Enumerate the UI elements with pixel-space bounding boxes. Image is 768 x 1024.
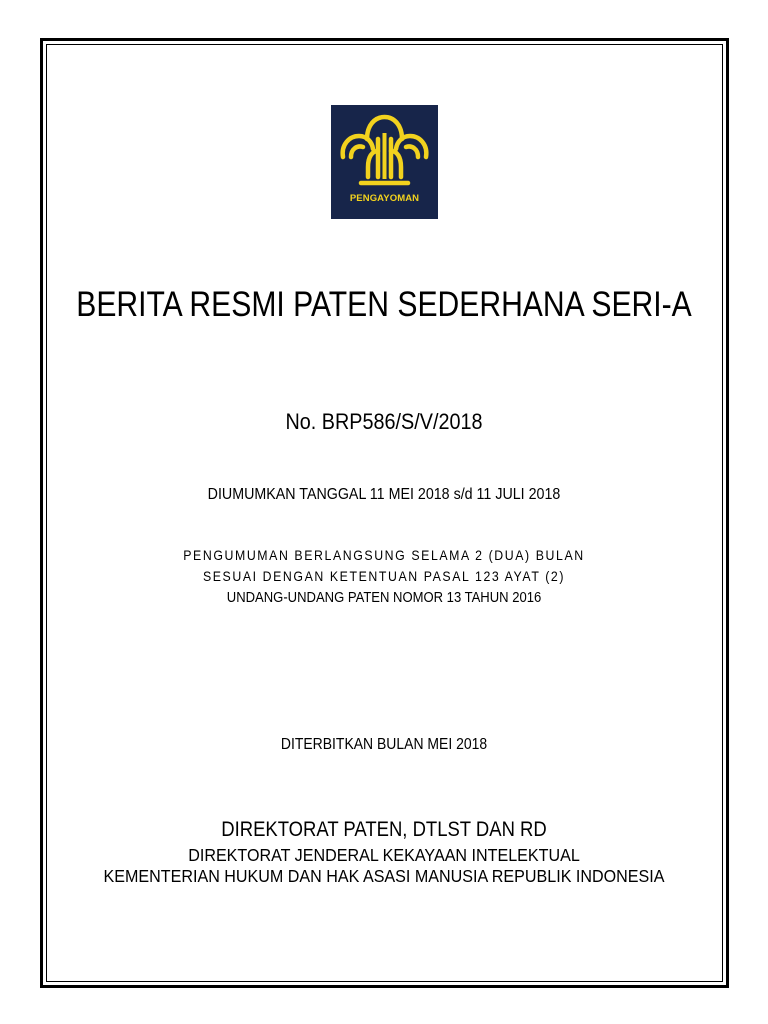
directorate-general-name: DIREKTORAT JENDERAL KEKAYAAN INTELEKTUAL (188, 845, 580, 865)
legal-article-reference: SESUAI DENGAN KETENTUAN PASAL 123 AYAT (2) (202, 568, 566, 584)
law-reference: UNDANG-UNDANG PATEN NOMOR 13 TAHUN 2016 (226, 590, 542, 606)
document-title: BERITA RESMI PATEN SEDERHANA SERI-A (76, 285, 692, 324)
document-number: No. BRP586/S/V/2018 (285, 409, 483, 434)
directorate-name: DIREKTORAT PATEN, DTLST DAN RD (221, 818, 547, 841)
logo-text: PENGAYOMAN (349, 193, 420, 204)
pengayoman-emblem-icon (331, 105, 438, 195)
ministry-name: KEMENTERIAN HUKUM DAN HAK ASASI MANUSIA REPUBLIK INDONESIA (103, 866, 665, 886)
announcement-duration: PENGUMUMAN BERLANGSUNG SELAMA 2 (DUA) BULAN (183, 547, 585, 563)
publication-date: DITERBITKAN BULAN MEI 2018 (280, 736, 488, 753)
pengayoman-logo (331, 105, 438, 219)
announcement-period: DIUMUMKAN TANGGAL 11 MEI 2018 s/d 11 JULI 2018 (207, 486, 561, 503)
